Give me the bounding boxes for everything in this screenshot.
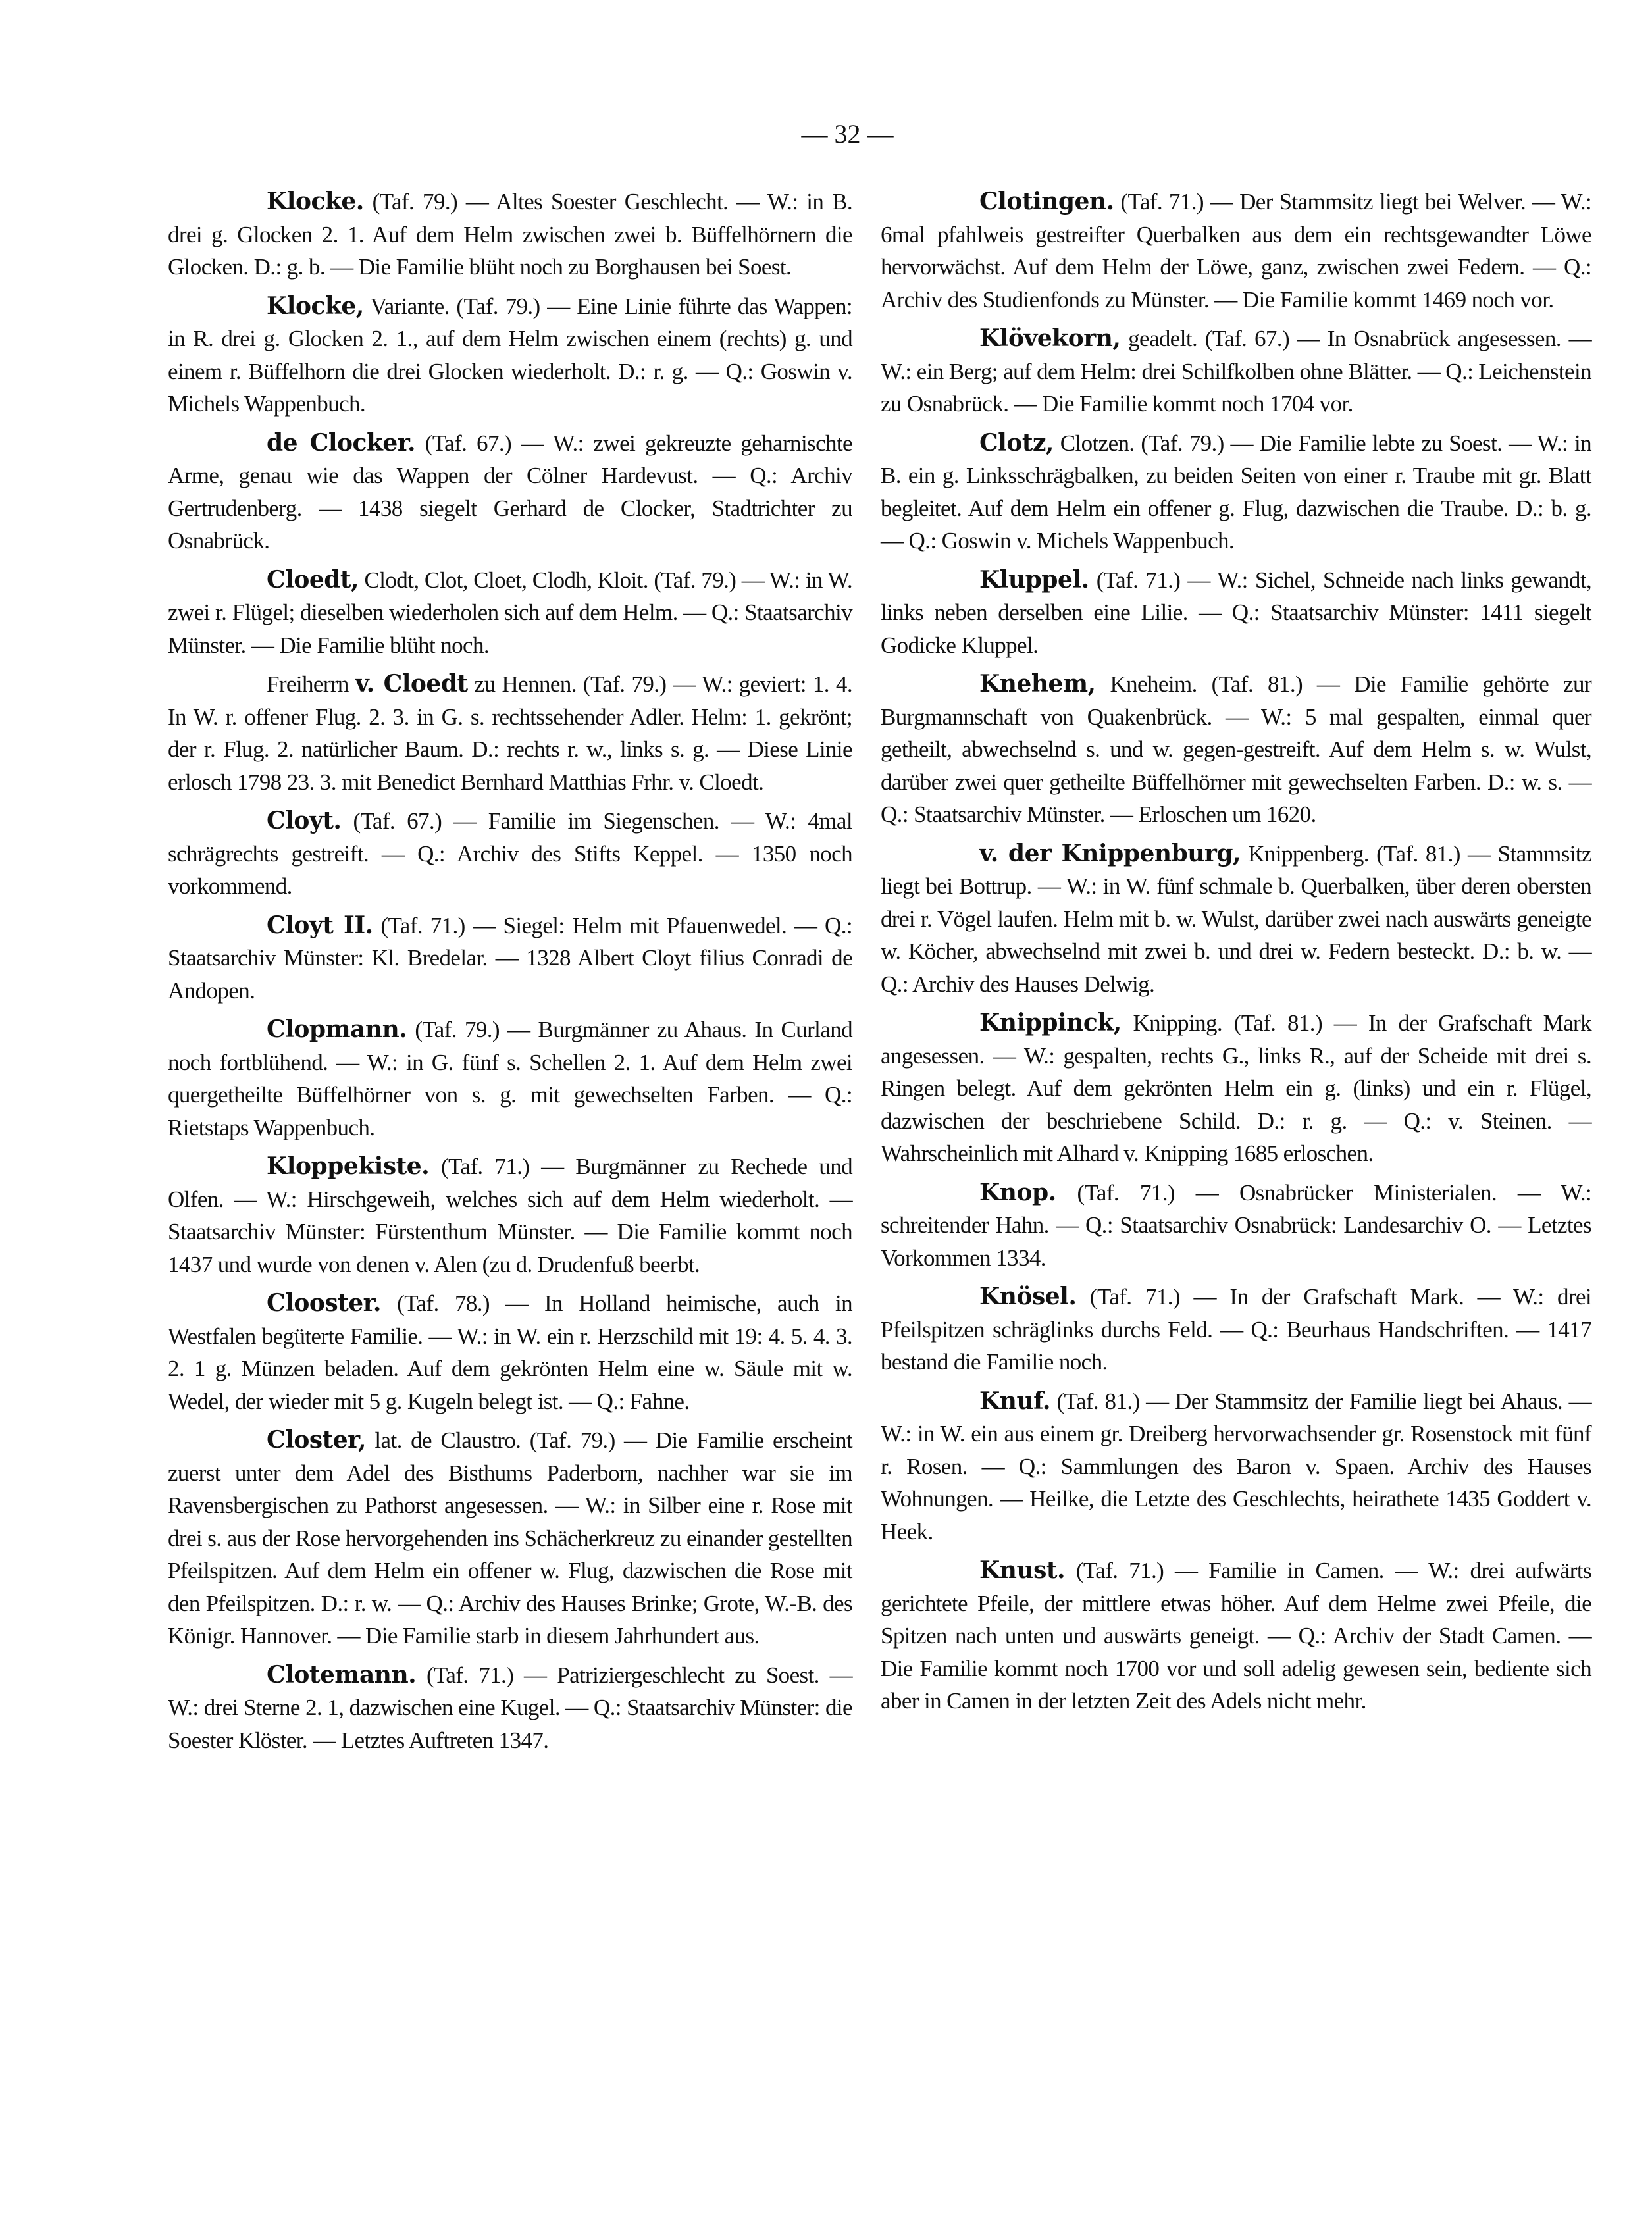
entry-heading: Cloedt,: [267, 565, 359, 594]
entry: [168, 909, 852, 1008]
entry: [168, 186, 852, 284]
left-column: [168, 186, 852, 1763]
entry: [168, 1287, 852, 1418]
entry-heading: Knösel.: [979, 1283, 1077, 1310]
entry-text: lat. de Claustro. (Taf. 79.) — Die Familie erscheint zuerst unter dem Adel des Bisthums Paderborn, nachher war sie im Ravensbergischen zu Pathorst angesessen. — W.: in Silber eine r. Rose mit drei s. aus der Rose hervorgehenden ins Schächerkreuz zu einander gestellten Pfeilspitzen. Auf dem Helm ein offener w. Flug, dazwischen die Rose mit den Pfeilspitzen. D.: r. w. — Q.: Archiv des Hauses Brinke; Grote, W.-B. des Königr. Hannover. — Die Familie starb in diesem Jahrhundert aus.: [168, 1427, 852, 1649]
entry-text: Clodt, Clot, Cloet, Clodh, Kloit. (Taf. 79.) — W.: in W. zwei r. Flügel; dieselben wiederholen sich auf dem Helm. — Q.: Staatsarchiv Münster. — Die Familie blüht noch.: [168, 567, 852, 658]
entry: [881, 668, 1591, 831]
entry-text: (Taf. 71.) — Der Stammsitz liegt bei Welver. — W.: 6mal pfahlweis gestreifter Querbalken aus dem ein rechtsgewandter Löwe hervorwächst. Auf dem Helm der Löwe, ganz, zwischen zwei Federn. — Q.: Archiv des Studienfonds zu Münster. — Die Familie kommt 1469 noch vor.: [881, 189, 1591, 313]
entry: [881, 186, 1591, 316]
entry-text: (Taf. 81.) — Der Stammsitz der Familie liegt bei Ahaus. — W.: in W. ein aus einem gr. Dreiberg hervorwachsender gr. Rosenstock mit fünf r. Rosen. — Q.: Sammlungen des Baron v. Spaen. Archiv des Hauses Wohnungen. — Heilke, die Letzte des Geschlechts, heirathete 1435 Goddert v. Heek.: [881, 1388, 1591, 1545]
entry-text: (Taf. 71.) — Osnabrücker Ministerialen. — W.: schreitender Hahn. — Q.: Staatsarchiv Osnabrück: Landesarchiv O. — Letztes Vorkommen 1334.: [881, 1179, 1591, 1271]
entry-heading: Kluppel.: [979, 565, 1089, 594]
entry-text: Variante. (Taf. 79.) — Eine Linie führte das Wappen: in R. drei g. Glocken 2. 1., auf dem Helm zwischen einem (rechts) g. und einem r. Büffelhorn die drei Glocken wiederholt. D.: r. g. — Q.: Goswin v. Michels Wappenbuch.: [168, 293, 852, 417]
right-column: [881, 186, 1591, 1724]
entry-text: (Taf. 71.) — Siegel: Helm mit Pfauenwedel. — Q.: Staatsarchiv Münster: Kl. Bredelar. — 1328 Albert Cloyt filius Conradi de Andopen.: [168, 912, 852, 1004]
entry-heading: Kloppekiste.: [267, 1152, 430, 1180]
entry: [881, 1007, 1591, 1170]
entry-heading: Clotz,: [979, 428, 1054, 457]
entry-text: (Taf. 67.) — Familie im Siegenschen. — W.: 4mal schrägrechts gestreift. — Q.: Archiv des Stifts Keppel. — 1350 noch vorkommend.: [168, 808, 852, 899]
entry: [881, 564, 1591, 662]
entry-text: (Taf. 67.) — W.: zwei gekreuzte geharnischte Arme, genau wie das Wappen der Cölner Hardevust. — Q.: Archiv Gertrudenberg. — 1438 siegelt Gerhard de Clocker, Stadtrichter zu Osnabrück.: [168, 430, 852, 553]
entry-heading: Clotingen.: [979, 188, 1114, 215]
entry: [168, 427, 852, 557]
entry-text: (Taf. 71.) — Patriziergeschlecht zu Soest. — W.: drei Sterne 2. 1, dazwischen eine Kugel. — Q.: Staatsarchiv Münster: die Soester Klöster. — Letztes Auftreten 1347.: [168, 1662, 852, 1753]
entry-heading: Knop.: [979, 1178, 1056, 1206]
entry-heading: Knust.: [979, 1556, 1066, 1584]
entry-text: Kneheim. (Taf. 81.) — Die Familie gehörte zur Burgmannschaft von Quakenbrück. — W.: 5 mal gespalten, einmal quer getheilt, abwechselnd s. und w. gegen-gestreift. Auf dem Helm s. w. Wulst, darüber zwei quer getheilte Büffelhörner mit gewechselten Farben. D.: w. s. — Q.: Staatsarchiv Münster. — Erloschen um 1620.: [881, 671, 1591, 827]
entry-heading: Cloyt.: [267, 807, 342, 834]
entry-text: (Taf. 71.) — In der Grafschaft Mark. — W.: drei Pfeilspitzen schräglinks durchs Feld. — Q.: Beurhaus Handschriften. — 1417 bestand die Familie noch.: [881, 1284, 1591, 1375]
entry-text: (Taf. 79.) — Altes Soester Geschlecht. — W.: in B. drei g. Glocken 2. 1. Auf dem Helm zwischen zwei b. Büffelhörnern die Glocken. D.: g. b. — Die Familie blüht noch zu Borghausen bei Soest.: [168, 189, 852, 280]
entry-heading: Klövekorn,: [979, 324, 1121, 352]
entry: [168, 564, 852, 662]
entry: [881, 1177, 1591, 1275]
entry-heading: Klocke,: [267, 292, 364, 320]
entry: [881, 1281, 1591, 1379]
entry-text: (Taf. 71.) — Burgmänner zu Rechede und Olfen. — W.: Hirschgeweih, welches sich auf dem Helm wiederholt. — Staatsarchiv Münster: Fürstenthum Münster. — Die Familie kommt noch 1437 und wurde von denen v. Alen (zu d. Drudenfuß beerbt.: [168, 1154, 852, 1277]
entry-heading: Clopmann.: [267, 1015, 407, 1043]
entry: [881, 838, 1591, 1001]
entry: [168, 1150, 852, 1281]
entry-prefix: Freiherrn: [267, 671, 355, 697]
entry-text: (Taf. 71.) — Familie in Camen. — W.: drei aufwärts gerichtete Pfeile, der mittlere etwas höher. Auf dem Helme zwei Pfeile, die Spitzen nach unten und auswärts geneigt. — Q.: Archiv der Stadt Camen. — Die Familie kommt noch 1700 vor und soll adelig gewesen sein, bediente sich aber in Camen in der letzten Zeit des Adels nicht mehr.: [881, 1558, 1591, 1714]
entry: [881, 1385, 1591, 1548]
entry-heading: Clotemann.: [267, 1660, 417, 1689]
entry: [881, 322, 1591, 421]
entry-text: (Taf. 78.) — In Holland heimische, auch in Westfalen begüterte Familie. — W.: in W. ein r. Herzschild mit 19: 4. 5. 4. 3. 2. 1 g. Münzen beladen. Auf dem gekrönten Helm eine w. Säule mit w. Wedel, der wieder mit 5 g. Kugeln belegt ist. — Q.: Fahne.: [168, 1291, 852, 1414]
entry-heading: Clooster.: [267, 1289, 381, 1317]
entry: [168, 290, 852, 421]
entry-heading: v. der Knippenburg,: [979, 839, 1241, 867]
entry: [168, 668, 852, 798]
entry-text: Knippenberg. (Taf. 81.) — Stammsitz liegt bei Bottrup. — W.: in W. fünf schmale b. Querbalken, über deren obersten drei r. Vögel laufen. Helm mit b. w. Wulst, darüber zwei nach auswärts geneigte w. Köcher, abwechselnd mit zwei b. und drei w. Federn besteckt. D.: b. w. — Q.: Archiv des Hauses Delwig.: [881, 840, 1591, 997]
entry: [168, 1013, 852, 1144]
entry: [881, 1554, 1591, 1718]
entry-text: Clotzen. (Taf. 79.) — Die Familie lebte zu Soest. — W.: in B. ein g. Linksschrägbalken, zu beiden Seiten von einer r. Traube mit gr. Blatt begleitet. Auf dem Helm ein offener g. Flug, dazwischen die Traube. D.: b. g. — Q.: Goswin v. Michels Wappenbuch.: [881, 430, 1591, 553]
entry-text: (Taf. 71.) — W.: Sichel, Schneide nach links gewandt, links neben derselben eine Lilie. — Q.: Staatsarchiv Münster: 1411 siegelt Godicke Kluppel.: [881, 567, 1591, 658]
entry: [168, 805, 852, 903]
entry-text: geadelt. (Taf. 67.) — In Osnabrück angesessen. — W.: ein Berg; auf dem Helm: drei Schilfkolben ohne Blätter. — Q.: Leichenstein zu Osnabrück. — Die Familie kommt noch 1704 vor.: [881, 326, 1591, 417]
entry-text: Knipping. (Taf. 81.) — In der Grafschaft Mark angesessen. — W.: gespalten, rechts G., links R., auf der Scheide mit drei s. Ringen belegt. Auf dem gekrönten Helm ein g. (links) und ein r. Flügel, dazwischen der beschriebene Schild. D.: r. g. — Q.: v. Steinen. — Wahrscheinlich mit Alhard v. Knipping 1685 erloschen.: [881, 1010, 1591, 1166]
entry-heading: de Clocker.: [267, 428, 416, 457]
entry-heading: Closter,: [267, 1426, 367, 1454]
entry-heading: Knippinck,: [979, 1009, 1122, 1036]
entry-heading: Knuf.: [979, 1387, 1050, 1415]
entry: [881, 427, 1591, 557]
page-number: — 32 —: [801, 119, 894, 149]
entry-heading: Knehem,: [979, 670, 1096, 698]
entry-text: zu Hennen. (Taf. 79.) — W.: geviert: 1. 4. In W. r. offener Flug. 2. 3. in G. s. rechtssehender Adler. Helm: 1. gekrönt; der r. Flug. 2. natürlicher Baum. D.: rechts r. w., links s. g. — Diese Linie erlosch 1798 23. 3. mit Benedict Bernhard Matthias Frhr. v. Cloedt.: [168, 671, 852, 795]
entry-heading: v. Cloedt: [355, 670, 468, 698]
entry: [168, 1424, 852, 1652]
entry-heading: Klocke.: [267, 188, 364, 215]
entry-text: (Taf. 79.) — Burgmänner zu Ahaus. In Curland noch fortblühend. — W.: in G. fünf s. Schellen 2. 1. Auf dem Helm zwei quergetheilte Büffelhörner von s. g. mit gewechselten Farben. — Q.: Rietstaps Wappenbuch.: [168, 1017, 852, 1140]
entry: [168, 1659, 852, 1757]
entry-heading: Cloyt II.: [267, 911, 373, 939]
